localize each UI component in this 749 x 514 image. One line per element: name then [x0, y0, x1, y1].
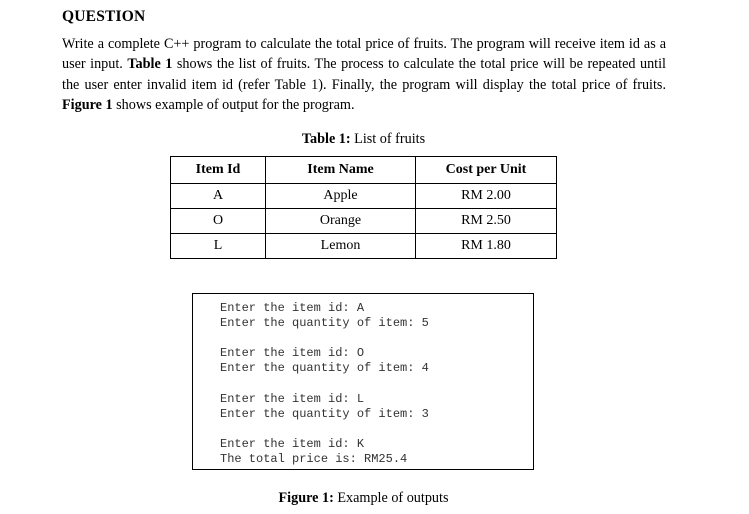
table-row	[171, 209, 557, 234]
table-caption	[0, 131, 727, 148]
cell-cost: RM 1.80	[416, 234, 557, 259]
cell-cost: RM 2.50	[416, 209, 557, 234]
console-line: Enter the item id: O	[220, 346, 365, 360]
figure-caption	[0, 490, 727, 507]
table-row	[171, 234, 557, 259]
table-header-row	[171, 157, 557, 184]
console-line: Enter the item id: K	[220, 437, 365, 451]
console-line: The total price is: RM25.4	[220, 452, 408, 466]
paragraph-part-1: Write a complete C++ program to calculate the total price of fruits. The program will receive item id as a user input.	[62, 36, 666, 73]
console-line: Enter the item id: A	[220, 301, 365, 315]
console-line: Enter the item id: L	[220, 392, 365, 406]
table-caption-label: Table 1:	[301, 131, 351, 147]
figure-caption-text: Example of outputs	[333, 490, 449, 506]
console-output-box	[192, 293, 534, 470]
paragraph-part-3: shows example of output for the program.	[112, 96, 355, 113]
cell-item-id: A	[171, 184, 266, 209]
cell-item-name: Orange	[266, 209, 416, 234]
header-cost-per-unit: Cost per Unit	[416, 157, 557, 184]
header-item-id: Item Id	[171, 157, 266, 184]
cell-cost: RM 2.00	[416, 184, 557, 209]
cell-item-id: L	[171, 234, 266, 259]
question-paragraph	[62, 34, 666, 115]
cell-item-id: O	[171, 209, 266, 234]
table-caption-text: List of fruits	[350, 131, 426, 147]
cell-item-name: Lemon	[266, 234, 416, 259]
fruits-table	[170, 156, 557, 259]
console-line: Enter the quantity of item: 5	[220, 316, 429, 330]
console-line: Enter the quantity of item: 3	[220, 407, 429, 421]
table-reference: Table 1	[127, 56, 173, 73]
figure-reference: Figure 1	[62, 96, 113, 113]
question-heading: QUESTION	[62, 8, 146, 25]
console-line: Enter the quantity of item: 4	[220, 361, 429, 375]
paragraph-part-2: shows the list of fruits. The process to calculate the total price will be repeated until the user enter invalid item id (refer Table 1). Finally, the program will display the total price of fruits.	[62, 56, 666, 93]
figure-caption-label: Figure 1:	[278, 490, 334, 506]
cell-item-name: Apple	[266, 184, 416, 209]
table-row	[171, 184, 557, 209]
header-item-name: Item Name	[266, 157, 416, 184]
